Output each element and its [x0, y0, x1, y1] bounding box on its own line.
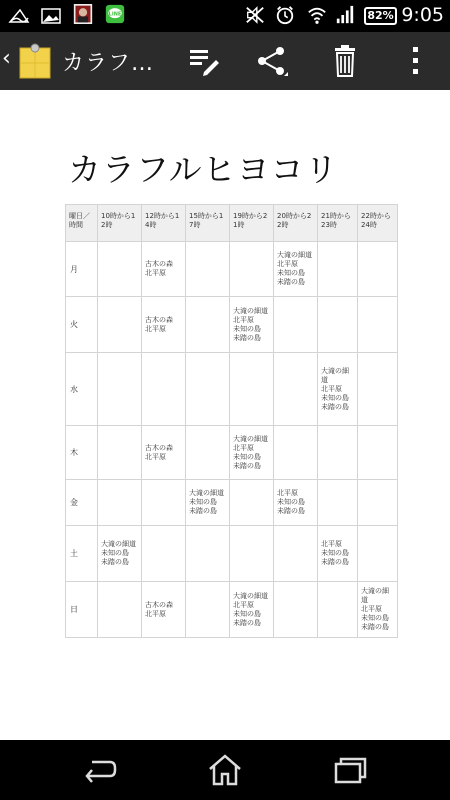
contact-photo-icon [72, 4, 94, 24]
table-header-cell: 22時から24時 [358, 205, 398, 242]
image-icon [40, 6, 62, 26]
schedule-cell [98, 242, 142, 297]
schedule-cell: 古木の森 北平原 [142, 426, 186, 480]
day-cell: 日 [66, 582, 98, 638]
table-row [66, 297, 398, 353]
table-row [66, 426, 398, 480]
schedule-cell: 大滝の細道 北平原 未知の島 未踏の島 [274, 242, 318, 297]
schedule-cell: 大滝の細道 未知の島 未踏の島 [186, 480, 230, 526]
svg-text:LINE: LINE [108, 11, 122, 18]
schedule-cell [358, 242, 398, 297]
schedule-cell [358, 526, 398, 582]
table-row [66, 582, 398, 638]
recent-apps-icon[interactable] [332, 754, 368, 786]
status-bar [0, 0, 450, 32]
schedule-cell: 大滝の細道 北平原 未知の島 未踏の島 [230, 426, 274, 480]
schedule-cell [274, 353, 318, 426]
table-row [66, 353, 398, 426]
day-cell: 土 [66, 526, 98, 582]
schedule-cell [142, 353, 186, 426]
schedule-cell [98, 582, 142, 638]
schedule-cell [358, 426, 398, 480]
schedule-cell [186, 297, 230, 353]
table-row [66, 526, 398, 582]
schedule-cell [186, 582, 230, 638]
battery-indicator: 82% [364, 7, 397, 25]
schedule-cell [318, 426, 358, 480]
table-header-cell: 19時から21時 [230, 205, 274, 242]
navigation-bar [0, 740, 450, 800]
table-header-cell: 12時から14時 [142, 205, 186, 242]
table-row [66, 242, 398, 297]
schedule-cell [318, 297, 358, 353]
schedule-cell: 大滝の細道 未知の島 未踏の島 [98, 526, 142, 582]
schedule-cell [358, 480, 398, 526]
notification-icon [8, 6, 30, 26]
schedule-cell [142, 526, 186, 582]
table-header-cell: 15時から17時 [186, 205, 230, 242]
table-header-cell: 曜日／時間 [66, 205, 98, 242]
mute-icon [243, 5, 267, 25]
schedule-cell [98, 480, 142, 526]
table-header-cell: 10時から12時 [98, 205, 142, 242]
action-bar [0, 32, 450, 90]
document-title: カラフルヒヨコリ [68, 150, 339, 189]
table-header-cell: 21時から23時 [318, 205, 358, 242]
up-navigation-icon[interactable]: ‹ [2, 46, 11, 71]
schedule-cell: 古木の森 北平原 [142, 297, 186, 353]
schedule-cell [274, 297, 318, 353]
schedule-cell [318, 480, 358, 526]
schedule-cell: 北平原 未知の島 未踏の島 [318, 526, 358, 582]
schedule-cell: 大滝の細道 北平原 未知の島 未踏の島 [230, 582, 274, 638]
home-icon[interactable] [207, 754, 243, 786]
document-view[interactable] [0, 90, 450, 740]
schedule-cell [230, 242, 274, 297]
schedule-cell [98, 353, 142, 426]
day-cell: 火 [66, 297, 98, 353]
overflow-menu-icon[interactable] [398, 44, 434, 78]
share-icon[interactable] [254, 44, 290, 78]
schedule-cell: 北平原 未知の島 未踏の島 [274, 480, 318, 526]
schedule-table [65, 204, 398, 638]
sticky-note-icon[interactable] [18, 42, 52, 80]
schedule-cell [274, 582, 318, 638]
schedule-cell: 古木の森 北平原 [142, 582, 186, 638]
schedule-cell [98, 426, 142, 480]
back-icon[interactable] [82, 754, 118, 786]
day-cell: 水 [66, 353, 98, 426]
edit-icon[interactable] [186, 44, 222, 78]
schedule-cell [230, 353, 274, 426]
day-cell: 月 [66, 242, 98, 297]
schedule-cell [274, 426, 318, 480]
day-cell: 木 [66, 426, 98, 480]
signal-icon [334, 5, 356, 25]
table-header-cell: 20時から22時 [274, 205, 318, 242]
schedule-cell [142, 480, 186, 526]
schedule-cell: 大滝の細道 北平原 未知の島 未踏の島 [230, 297, 274, 353]
schedule-cell [186, 426, 230, 480]
schedule-cell [358, 353, 398, 426]
schedule-cell: 古木の森 北平原 [142, 242, 186, 297]
schedule-cell: 大滝の細道 北平原 未知の島 未踏の島 [358, 582, 398, 638]
table-row [66, 480, 398, 526]
day-cell: 金 [66, 480, 98, 526]
schedule-cell [186, 526, 230, 582]
schedule-cell [274, 526, 318, 582]
schedule-cell [230, 526, 274, 582]
table-header-row [66, 205, 398, 242]
schedule-cell: 大滝の細道 北平原 未知の島 未踏の島 [318, 353, 358, 426]
delete-icon[interactable] [327, 44, 363, 78]
schedule-cell [358, 297, 398, 353]
wifi-icon [306, 5, 328, 25]
alarm-icon [274, 5, 296, 25]
line-app-icon [104, 4, 126, 24]
schedule-cell [98, 297, 142, 353]
schedule-cell [186, 242, 230, 297]
schedule-cell [186, 353, 230, 426]
schedule-cell [230, 480, 274, 526]
schedule-cell [318, 242, 358, 297]
schedule-cell [318, 582, 358, 638]
document-title-short: カラフ… [62, 51, 155, 76]
status-time: 9:05 [401, 4, 444, 26]
